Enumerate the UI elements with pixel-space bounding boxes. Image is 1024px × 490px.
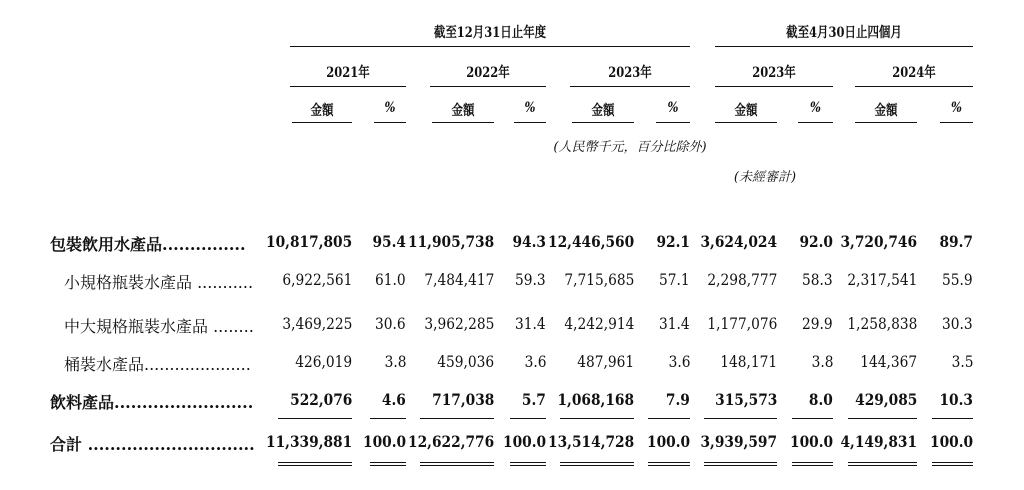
percent-cell: 94.3 [512,232,546,251]
percent-cell: 3.6 [524,352,546,371]
subtotal-rule [704,418,777,419]
percent-cell: 31.4 [515,314,546,333]
percent-header: % [951,100,962,116]
amount-cell: 2,317,541 [846,270,917,289]
amount-cell: 522,076 [289,390,352,409]
percent-cell: 100.0 [362,432,406,451]
subtotal-rule [510,418,546,419]
percent-header: % [384,100,396,116]
percent-cell: 58.3 [802,270,833,289]
amount-cell: 429,085 [854,390,917,409]
header-rule [798,122,833,123]
percent-cell: 95.4 [372,232,406,251]
subtotal-rule [848,418,917,419]
subtotal-rule [370,418,406,419]
amount-cell: 12,446,560 [547,232,634,251]
row-label: 合計 .............................. [50,435,255,454]
year-header: 2022年 [466,65,510,81]
percent-cell: 57.1 [659,270,690,289]
percent-cell: 89.7 [939,232,973,251]
total-double-rule [848,462,917,466]
amount-cell: 4,242,914 [563,314,634,333]
header-rule [432,122,494,123]
subtotal-rule [560,418,634,419]
percent-cell: 29.9 [802,314,833,333]
row-label: 包裝飲用水產品............... [50,235,246,254]
row-label: 中大規格瓶裝水產品 ........ [64,317,254,336]
percent-cell: 100.0 [502,432,546,451]
amount-cell: 1,258,838 [846,314,917,333]
unaudited-note: (未經審計) [733,170,797,185]
percent-header: % [667,100,679,116]
percent-cell: 5.7 [522,390,546,409]
header-rule [855,86,973,87]
amount-header: 金額 [734,103,758,119]
header-rule [374,122,406,123]
percent-cell: 3.8 [384,352,406,371]
amount-cell: 4,149,831 [840,432,917,451]
amount-cell: 144,367 [860,352,917,371]
header-rule [290,46,690,47]
header-rule [715,86,833,87]
amount-cell: 1,177,076 [706,314,777,333]
percent-cell: 8.0 [809,390,833,409]
percent-cell: 30.6 [375,314,406,333]
amount-cell: 3,469,225 [281,314,352,333]
amount-cell: 2,298,777 [706,270,777,289]
amount-cell: 315,573 [714,390,777,409]
header-rule [514,122,546,123]
total-double-rule [420,462,494,466]
subtotal-rule [792,418,833,419]
unit-note: (人民幣千元，百分比除外) [553,140,707,155]
total-double-rule [792,462,833,466]
amount-cell: 487,961 [577,352,634,371]
header-rule [855,122,917,123]
header-rule [292,122,352,123]
header-rule [430,86,546,87]
amount-cell: 426,019 [295,352,352,371]
amount-header: 金額 [451,103,475,119]
percent-cell: 10.3 [939,390,973,409]
year-header: 2024年 [892,65,936,81]
percent-cell: 92.0 [799,232,833,251]
amount-cell: 717,038 [431,390,494,409]
percent-cell: 3.8 [811,352,833,371]
amount-cell: 7,484,417 [423,270,494,289]
amount-cell: 3,624,024 [700,232,777,251]
header-rule [715,122,777,123]
percent-cell: 30.3 [942,314,973,333]
total-double-rule [370,462,406,466]
amount-cell: 148,171 [720,352,777,371]
amount-cell: 3,939,597 [700,432,777,451]
amount-cell: 13,514,728 [547,432,634,451]
percent-cell: 7.9 [666,390,690,409]
subtotal-rule [932,418,973,419]
year-header: 2023年 [752,65,796,81]
amount-cell: 7,715,685 [563,270,634,289]
total-double-rule [278,462,352,466]
percent-cell: 100.0 [789,432,833,451]
subtotal-rule [648,418,690,419]
header-fiscal-year-group: 截至12月31日止年度 [433,25,547,41]
percent-cell: 31.4 [659,314,690,333]
percent-cell: 59.3 [515,270,546,289]
amount-cell: 11,905,738 [407,232,494,251]
percent-cell: 100.0 [646,432,690,451]
header-rule [290,86,406,87]
total-double-rule [560,462,634,466]
amount-cell: 10,817,805 [265,232,352,251]
percent-cell: 3.6 [668,352,690,371]
total-double-rule [510,462,546,466]
header-rule [656,122,690,123]
percent-cell: 3.5 [951,352,973,371]
percent-header: % [810,100,821,116]
amount-header: 金額 [874,103,898,119]
amount-cell: 11,339,881 [265,432,352,451]
amount-cell: 3,720,746 [840,232,917,251]
header-rule [715,46,973,47]
amount-cell: 12,622,776 [407,432,494,451]
amount-header: 金額 [310,103,334,119]
percent-cell: 61.0 [375,270,406,289]
total-double-rule [648,462,690,466]
row-label: 小規格瓶裝水產品 ........... [64,273,254,292]
percent-cell: 100.0 [929,432,973,451]
subtotal-rule [420,418,494,419]
total-double-rule [704,462,777,466]
row-label: 桶裝水產品..................... [64,355,251,374]
header-rule [570,86,690,87]
year-header: 2021年 [326,65,370,81]
subtotal-rule [278,418,352,419]
percent-cell: 55.9 [942,270,973,289]
row-label: 飲料產品......................... [50,393,254,412]
amount-cell: 1,068,168 [557,390,634,409]
header-four-months-group: 截至4月30日止四個月 [786,25,902,41]
amount-header: 金額 [591,103,615,119]
percent-cell: 4.6 [382,390,406,409]
header-rule [940,122,973,123]
amount-cell: 3,962,285 [423,314,494,333]
percent-cell: 92.1 [656,232,690,251]
amount-cell: 6,922,561 [281,270,352,289]
header-rule [572,122,634,123]
total-double-rule [932,462,973,466]
percent-header: % [524,100,536,116]
year-header: 2023年 [608,65,652,81]
amount-cell: 459,036 [437,352,494,371]
